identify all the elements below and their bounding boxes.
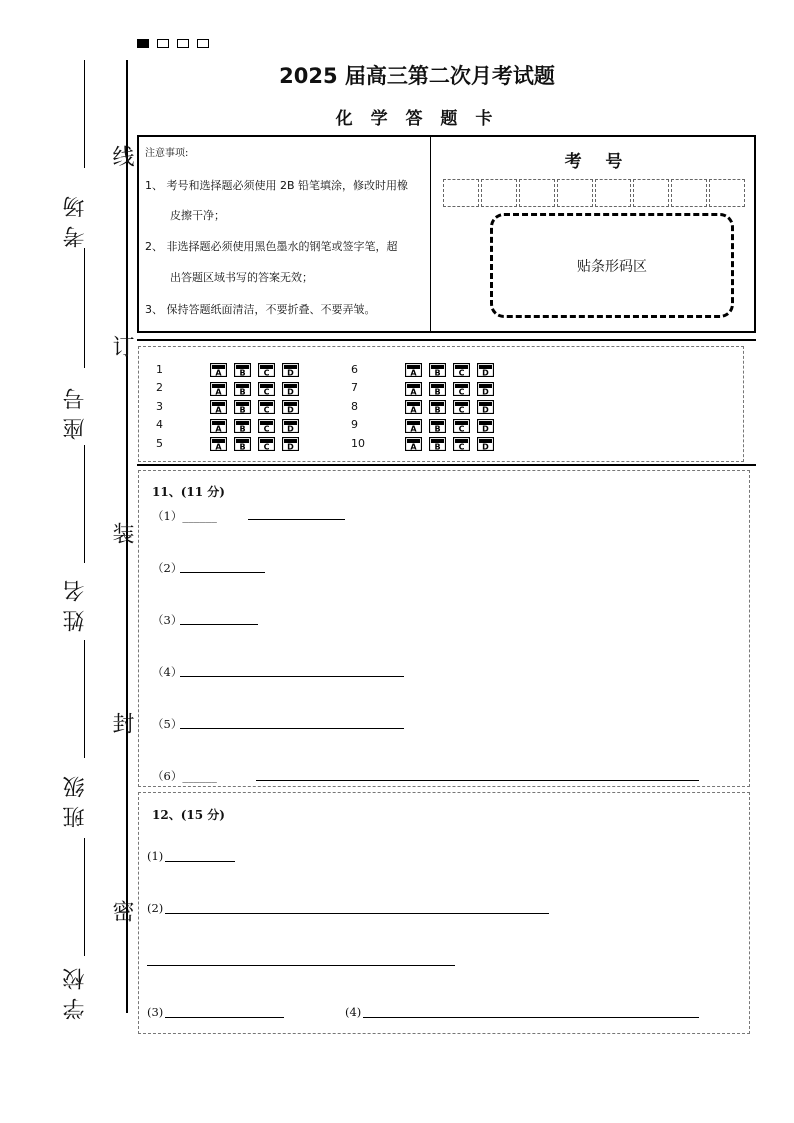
svg-text:C: C	[458, 387, 465, 396]
option-bubble-b[interactable]	[429, 434, 453, 453]
choice-row	[156, 380, 306, 396]
exam-number-cell[interactable]	[557, 179, 593, 207]
svg-text:D: D	[482, 424, 489, 433]
answer-line[interactable]	[165, 913, 549, 914]
question-number: 5	[156, 436, 163, 450]
answer-line[interactable]	[180, 728, 404, 729]
question-number: 7	[351, 381, 358, 394]
q12-part-3: (3)	[147, 1005, 164, 1019]
option-bubble-a[interactable]	[405, 360, 429, 379]
option-bubble-d[interactable]	[477, 378, 501, 397]
choice-row	[351, 435, 501, 451]
answer-line[interactable]	[180, 676, 404, 677]
svg-text:C: C	[263, 424, 270, 433]
notice-heading: 注意事项:	[145, 148, 189, 159]
svg-text:C: C	[458, 442, 465, 451]
svg-text:B: B	[239, 424, 246, 433]
notice-item-1-cont: 皮擦干净；	[170, 209, 225, 222]
option-bubble-c[interactable]	[258, 415, 282, 434]
marker-square	[157, 39, 169, 48]
svg-text:D: D	[287, 424, 294, 433]
option-bubble-d[interactable]	[282, 378, 306, 397]
q11-part-1: （1）______	[152, 509, 217, 523]
svg-text:A: A	[215, 368, 222, 377]
page-title: 2025 届高三第二次月考试题	[279, 64, 555, 88]
svg-text:D: D	[287, 442, 294, 451]
option-bubble-c[interactable]	[453, 378, 477, 397]
section-separator	[137, 464, 756, 466]
q12-heading: 12、(15 分)	[152, 808, 225, 822]
option-bubble-a[interactable]	[405, 378, 429, 397]
notice-item-2: 2、 非选择题必须使用黑色墨水的钢笔或签字笔，超	[145, 240, 398, 253]
exam-number-cell[interactable]	[519, 179, 555, 207]
svg-text:D: D	[482, 368, 489, 377]
q11-area	[138, 470, 750, 787]
option-bubble-c[interactable]	[258, 397, 282, 416]
choice-row	[156, 398, 306, 414]
exam-number-cell[interactable]	[633, 179, 669, 207]
svg-text:C: C	[458, 424, 465, 433]
svg-text:A: A	[410, 387, 417, 396]
question-number: 4	[156, 418, 163, 431]
option-bubble-b[interactable]	[429, 378, 453, 397]
exam-number-cell[interactable]	[481, 179, 517, 207]
svg-text:D: D	[482, 405, 489, 414]
exam-number-label: 考 号	[564, 152, 623, 172]
marker-square	[177, 39, 189, 48]
choice-row	[351, 361, 501, 377]
barcode-area	[490, 213, 734, 318]
binding-char-zhuang: 装	[109, 522, 134, 544]
svg-text:B: B	[434, 405, 441, 414]
svg-text:B: B	[434, 368, 441, 377]
notice-item-2-cont: 出答题区域书写的答案无效；	[170, 271, 313, 284]
field-line	[84, 248, 85, 368]
binding-char-xian: 线	[109, 145, 134, 167]
question-number: 6	[351, 362, 358, 376]
option-bubble-d[interactable]	[282, 415, 306, 434]
option-bubble-b[interactable]	[429, 415, 453, 434]
svg-text:B: B	[434, 442, 441, 451]
q12-part-1: (1)	[147, 849, 164, 863]
svg-text:B: B	[434, 424, 441, 433]
exam-number-cell[interactable]	[709, 179, 745, 207]
q11-part-3: （3）	[152, 613, 183, 627]
option-bubble-a[interactable]	[210, 360, 234, 379]
binding-char-ding: 订	[109, 335, 134, 357]
option-bubble-d[interactable]	[477, 397, 501, 416]
svg-text:A: A	[410, 405, 417, 414]
svg-text:D: D	[482, 387, 489, 396]
svg-text:A: A	[410, 368, 417, 377]
svg-text:C: C	[458, 368, 465, 377]
question-number: 2	[156, 381, 163, 394]
binding-char-feng: 封	[109, 712, 134, 734]
notice-item-3: 3、 保持答题纸面清洁，不要折叠、不要弄皱。	[145, 303, 376, 316]
q11-heading: 11、(11 分)	[152, 485, 225, 499]
question-number: 9	[351, 418, 358, 431]
option-bubble-c[interactable]	[453, 415, 477, 434]
option-bubble-a[interactable]	[210, 415, 234, 434]
page-subtitle: 化 学 答 题 卡	[335, 109, 499, 129]
q11-part-5: （5）	[152, 717, 183, 731]
q11-part-6: （6）______	[152, 769, 217, 783]
svg-text:B: B	[239, 387, 246, 396]
question-number: 1	[156, 362, 163, 376]
field-label-class: 班级	[63, 768, 88, 828]
notice-item-1: 1、 考号和选择题必须使用 2B 铅笔填涂，修改时用橡	[145, 179, 409, 192]
exam-number-cell[interactable]	[595, 179, 631, 207]
svg-text:A: A	[215, 387, 222, 396]
choice-row	[351, 380, 501, 396]
svg-text:C: C	[263, 387, 270, 396]
svg-text:B: B	[434, 387, 441, 396]
option-bubble-b[interactable]	[234, 434, 258, 453]
option-bubble-c[interactable]	[453, 397, 477, 416]
field-line	[84, 838, 85, 956]
option-bubble-c[interactable]	[258, 360, 282, 379]
option-bubble-a[interactable]	[210, 397, 234, 416]
option-bubble-c[interactable]	[258, 378, 282, 397]
answer-line[interactable]	[165, 1017, 284, 1018]
field-label-seat-number: 座号	[63, 380, 88, 440]
svg-text:C: C	[263, 442, 270, 451]
svg-text:B: B	[239, 442, 246, 451]
field-label-exam-room: 考场	[63, 188, 88, 248]
option-bubble-c[interactable]	[258, 434, 282, 453]
exam-number-cell[interactable]	[671, 179, 707, 207]
question-number: 10	[351, 436, 365, 450]
choice-row	[156, 435, 306, 451]
binding-char-mi: 密	[109, 900, 134, 922]
q12-part-4: (4)	[345, 1005, 362, 1019]
option-bubble-b[interactable]	[234, 415, 258, 434]
marker-square-filled	[137, 39, 149, 48]
choice-row	[351, 417, 501, 433]
field-label-name: 姓名	[63, 572, 88, 632]
svg-text:D: D	[482, 442, 489, 451]
choice-row	[156, 361, 306, 377]
option-bubble-d[interactable]	[282, 360, 306, 379]
barcode-label: 贴条形码区	[577, 258, 647, 275]
option-bubble-c[interactable]	[453, 360, 477, 379]
choice-row	[351, 398, 501, 414]
question-number: 3	[156, 399, 163, 413]
field-label-school: 学校	[63, 960, 88, 1020]
answer-line[interactable]	[165, 861, 235, 862]
svg-text:A: A	[215, 442, 222, 451]
svg-text:D: D	[287, 405, 294, 414]
answer-line[interactable]	[248, 519, 345, 520]
option-bubble-a[interactable]	[210, 434, 234, 453]
svg-text:A: A	[410, 442, 417, 451]
answer-line[interactable]	[180, 624, 258, 625]
option-bubble-b[interactable]	[234, 360, 258, 379]
option-bubble-d[interactable]	[477, 434, 501, 453]
answer-line[interactable]	[147, 965, 455, 966]
marker-square	[197, 39, 209, 48]
option-bubble-d[interactable]	[282, 397, 306, 416]
svg-text:A: A	[215, 405, 222, 414]
option-bubble-b[interactable]	[429, 397, 453, 416]
option-bubble-a[interactable]	[210, 378, 234, 397]
option-bubble-d[interactable]	[282, 434, 306, 453]
answer-line[interactable]	[256, 780, 699, 781]
option-bubble-a[interactable]	[405, 434, 429, 453]
answer-line[interactable]	[180, 572, 265, 573]
question-number: 8	[351, 399, 358, 413]
option-bubble-b[interactable]	[234, 378, 258, 397]
choice-row	[156, 417, 306, 433]
svg-text:C: C	[263, 405, 270, 414]
option-bubble-d[interactable]	[477, 415, 501, 434]
answer-line[interactable]	[363, 1017, 699, 1018]
svg-text:A: A	[215, 424, 222, 433]
exam-number-cell[interactable]	[443, 179, 479, 207]
option-bubble-c[interactable]	[453, 434, 477, 453]
svg-text:C: C	[458, 405, 465, 414]
svg-text:C: C	[263, 368, 270, 377]
q12-part-2: (2)	[147, 901, 164, 915]
section-separator	[137, 339, 756, 341]
svg-text:B: B	[239, 405, 246, 414]
option-bubble-b[interactable]	[429, 360, 453, 379]
svg-text:D: D	[287, 368, 294, 377]
option-bubble-a[interactable]	[405, 415, 429, 434]
svg-text:B: B	[239, 368, 246, 377]
svg-text:D: D	[287, 387, 294, 396]
q11-part-4: （4）	[152, 665, 183, 679]
field-line	[84, 445, 85, 563]
option-bubble-d[interactable]	[477, 360, 501, 379]
option-bubble-a[interactable]	[405, 397, 429, 416]
option-bubble-b[interactable]	[234, 397, 258, 416]
field-line	[84, 640, 85, 758]
svg-text:A: A	[410, 424, 417, 433]
q11-part-2: （2）	[152, 561, 183, 575]
